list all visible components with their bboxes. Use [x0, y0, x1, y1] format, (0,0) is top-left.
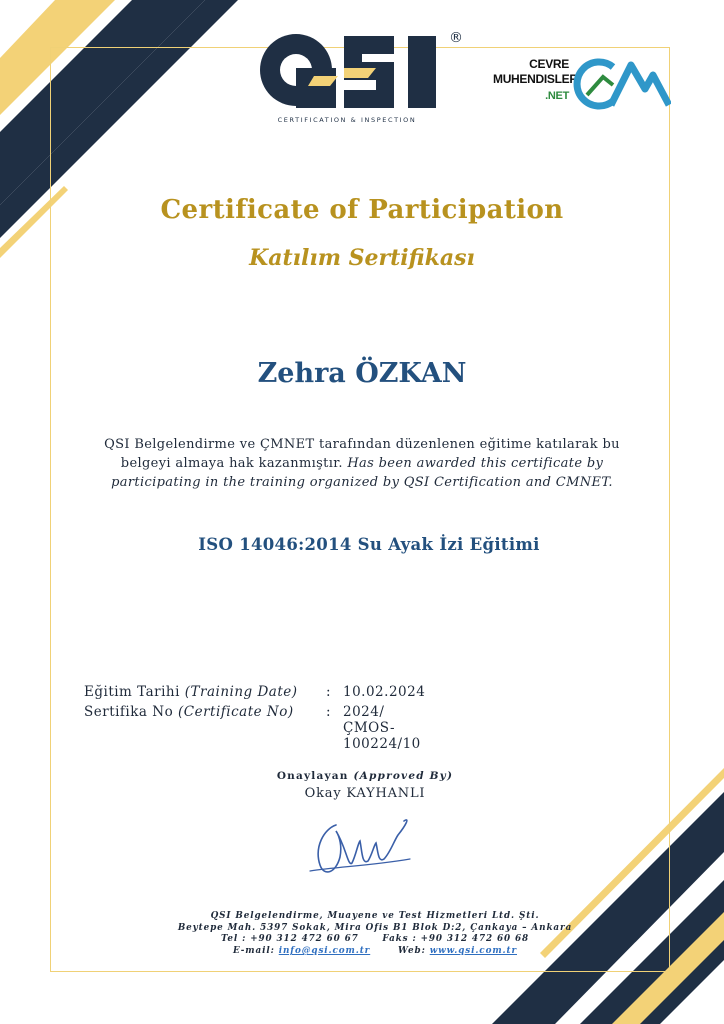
course-name: ISO 14046:2014 Su Ayak İzi Eğitimi [198, 535, 540, 554]
tel-value: +90 312 472 60 67 [250, 934, 359, 944]
approved-label-tr: Onaylayan [276, 770, 349, 782]
qsi-tagline: CERTIFICATION & INSPECTION [277, 116, 417, 124]
certificate-description [80, 435, 644, 492]
cmnet-logo [493, 55, 673, 113]
training-date-separator: : [326, 684, 332, 700]
certificate-title: Certificate of Participation [160, 195, 564, 225]
approver-name: Okay KAYHANLI [304, 786, 426, 801]
certificate-number-row [84, 704, 421, 752]
certificate-number-label-en: (Certificate No) [178, 704, 294, 720]
fax-label: Faks : [382, 934, 417, 944]
fax-value: +90 312 472 60 68 [420, 934, 529, 944]
description-english: Has been awarded this certificate by participating in the training organized by QSI Certification and CMNET. [111, 456, 613, 490]
signature [306, 807, 416, 887]
cmnet-line-1: CEVRE [529, 57, 569, 71]
cmnet-line-2: MUHENDISLERI [493, 72, 581, 86]
email-link[interactable]: info@qsi.com.tr [278, 946, 371, 956]
certificate-subtitle: Katılım Sertifikası [249, 245, 475, 271]
qsi-logo [256, 28, 471, 128]
registered-mark: ® [449, 30, 463, 46]
footer-contact-row [0, 946, 724, 956]
web-label: Web: [397, 946, 426, 956]
certificate-number-separator: : [326, 704, 332, 720]
qsi-logo-mark [256, 28, 446, 114]
footer-phone-row [0, 934, 724, 944]
certificate-number-value: 2024/ÇMOS-100224/10 [343, 704, 421, 752]
footer-company: QSI Belgelendirme, Muayene ve Test Hizmetleri Ltd. Şti. [210, 911, 540, 921]
approved-label-en: (Approved By) [353, 770, 454, 782]
recipient-name: Zehra ÖZKAN [257, 358, 467, 389]
description-turkish: QSI Belgelendirme ve ÇMNET tarafından düzenlenen eğitime katılarak bu belgeyi almaya hak kazanmıştır. [104, 437, 620, 471]
approved-by-label [0, 770, 724, 782]
cmnet-line-3: .NET [545, 90, 569, 102]
email-label: E-mail: [232, 946, 275, 956]
certificate-number-label: Sertifika No [84, 704, 174, 720]
training-date-label-en: (Training Date) [184, 684, 298, 700]
web-link[interactable]: www.qsi.com.tr [429, 946, 517, 956]
training-date-label: Eğitim Tarihi [84, 684, 180, 700]
tel-label: Tel : [221, 934, 247, 944]
training-date-value: 10.02.2024 [343, 684, 426, 700]
training-date-row [84, 684, 426, 700]
footer-address: Beytepe Mah. 5397 Sokak, Mira Ofis B1 Blok D:2, Çankaya – Ankara [177, 923, 573, 933]
cmnet-mark-icon [573, 55, 671, 111]
